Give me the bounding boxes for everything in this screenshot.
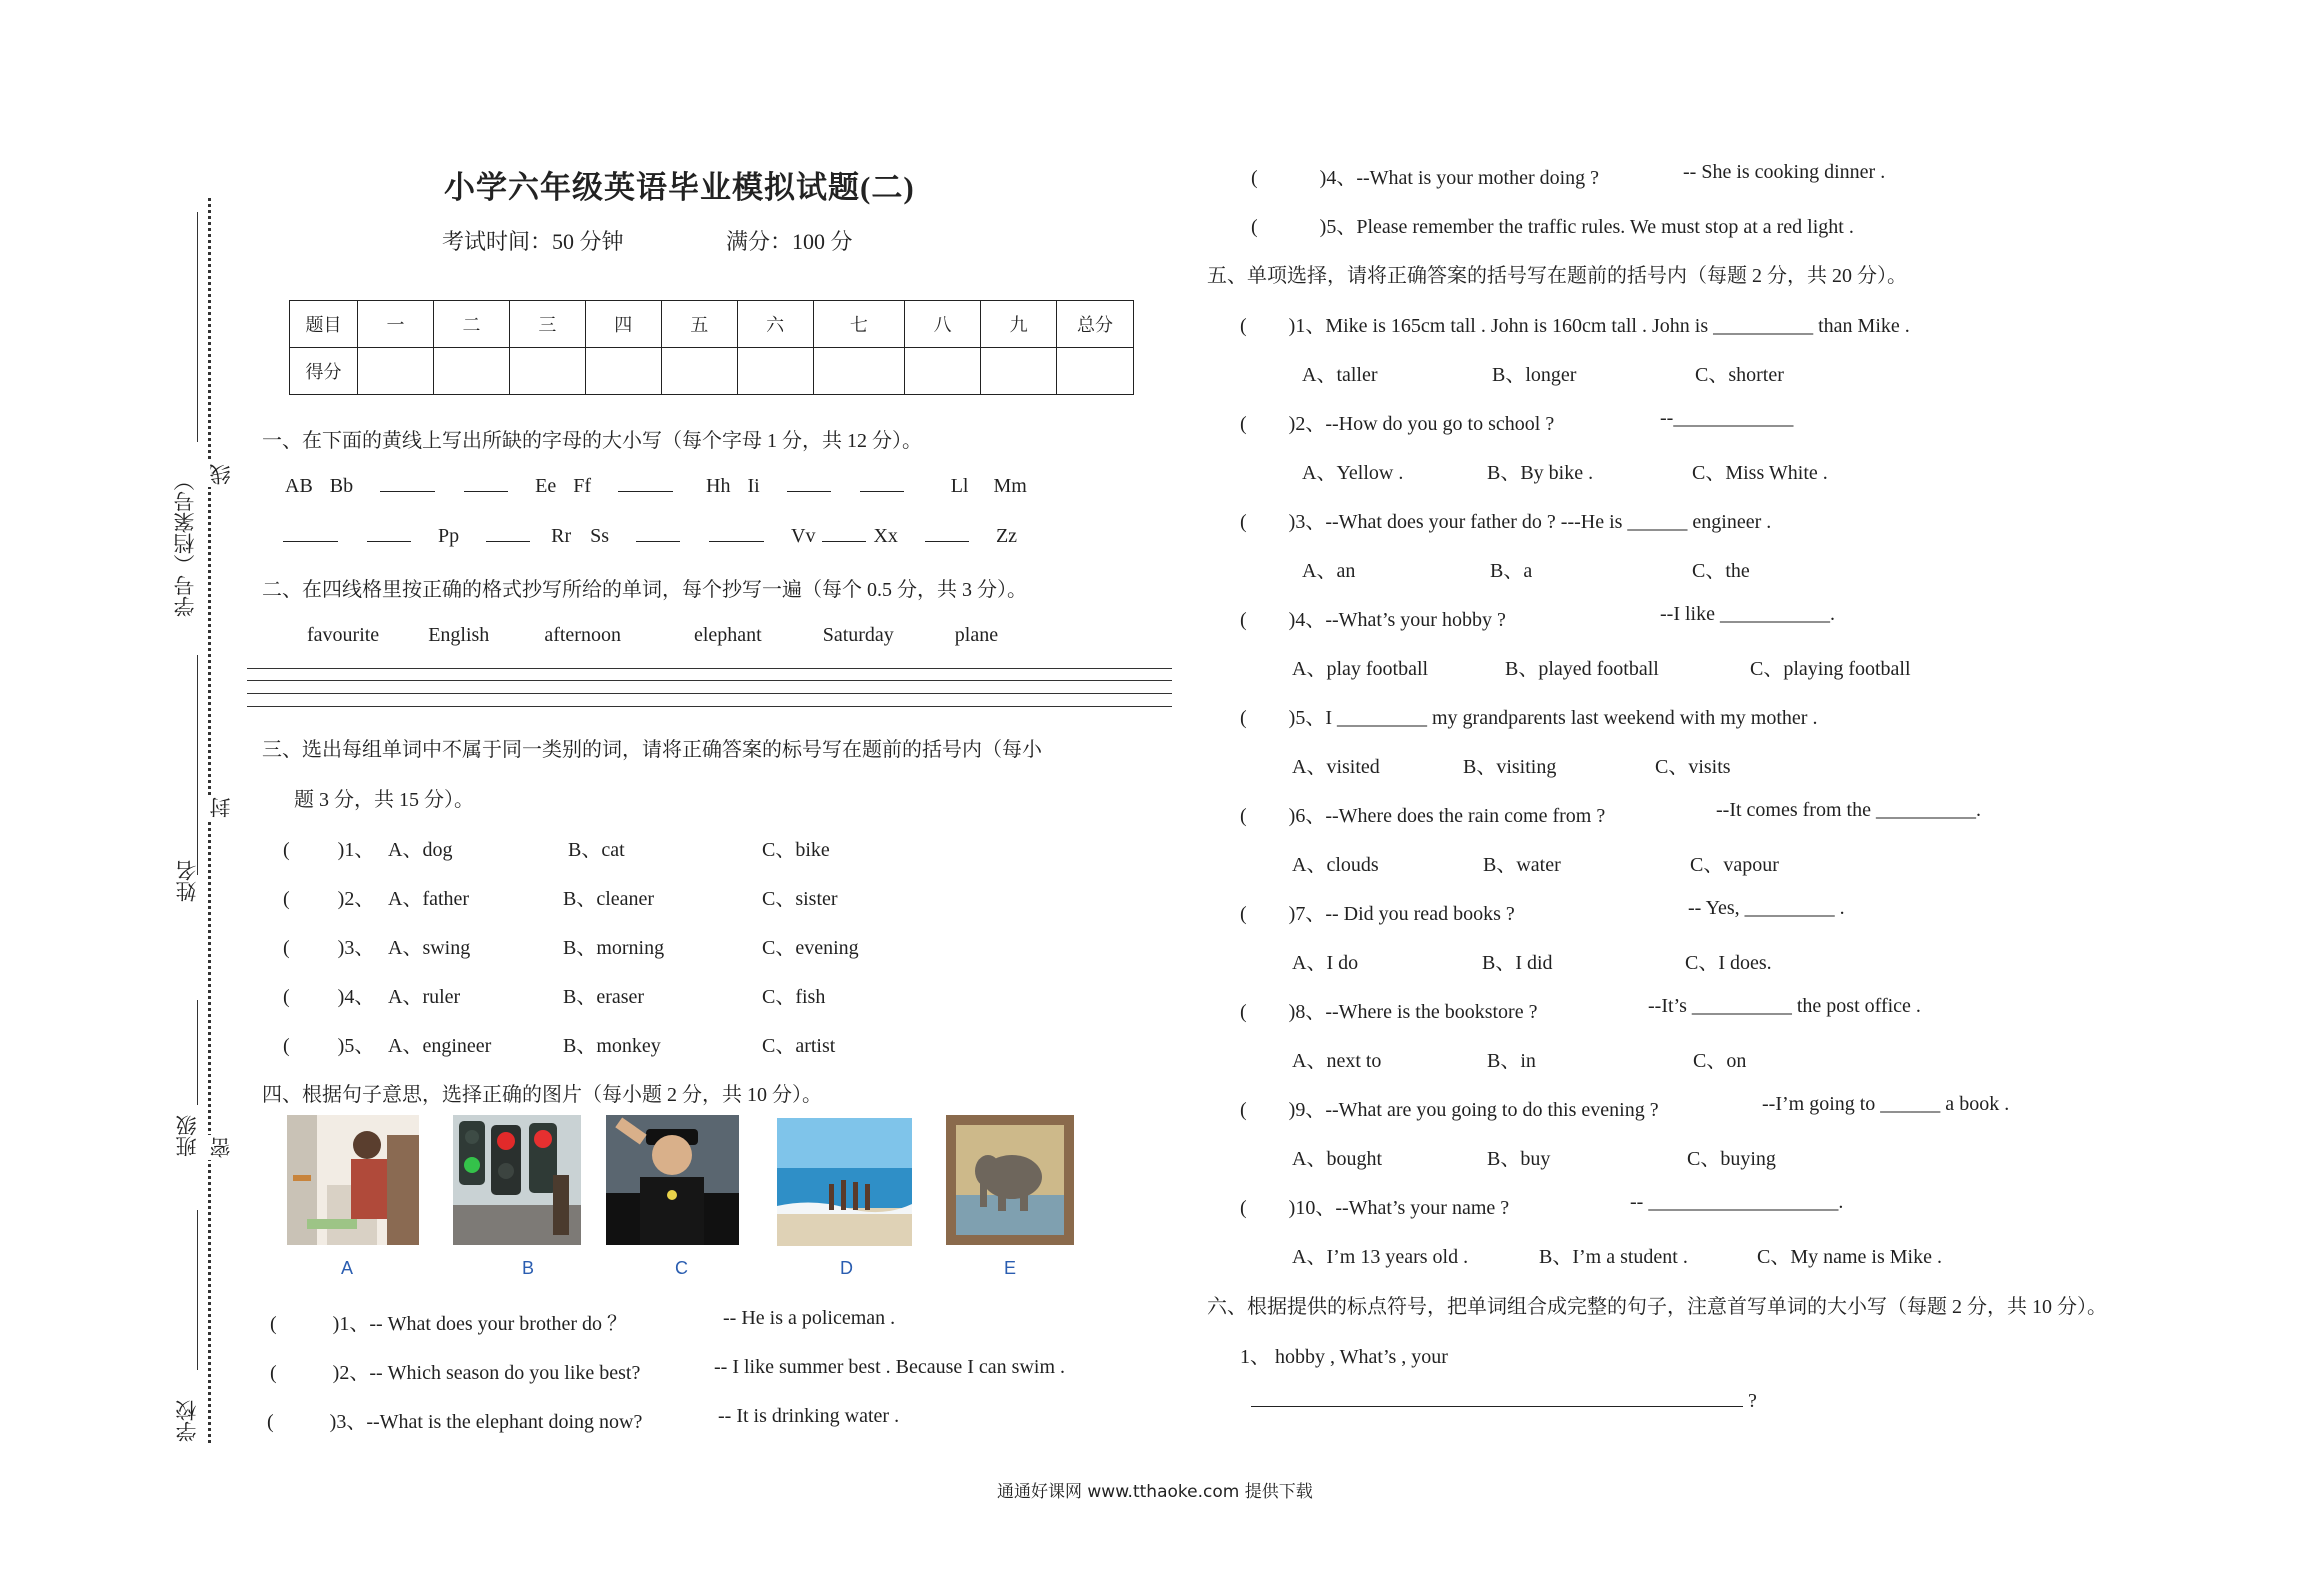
sentence-answer-line [1251,1390,1757,1413]
option-c[interactable]: C、on [1693,1050,1747,1072]
question-text: )8、--Where is the bookstore ? [1288,1001,1538,1023]
letter-pair: Xx [873,525,898,547]
school-line [197,1210,198,1370]
answer-bracket[interactable]: ( [1251,216,1258,238]
letter-pair: Ff [573,475,592,497]
answer-prompt: -- Yes, _________ . [1688,897,1845,919]
option-c: C、bike [762,839,830,861]
option-a[interactable]: A、clouds [1292,854,1379,876]
option-b: B、cleaner [563,888,655,910]
copy-word: plane [954,624,999,646]
list-item [1240,603,1506,632]
answer-text: -- It is drinking water . [718,1405,900,1427]
list-item [267,1405,642,1434]
option-b[interactable]: B、buy [1487,1148,1551,1170]
copy-word: favourite [307,624,380,646]
answer-blank[interactable] [464,491,508,492]
option-b[interactable]: B、water [1483,854,1561,876]
answer-blank[interactable] [380,491,435,492]
policeman-image [606,1115,739,1245]
option-b[interactable]: B、played football [1505,658,1659,680]
option-a[interactable]: A、visited [1292,756,1380,778]
option-b[interactable]: B、longer [1492,364,1577,386]
answer-prompt: --I like ___________. [1660,603,1835,625]
score-input-cell[interactable] [813,348,905,395]
letter-pair: AB [285,475,313,497]
question-text: )1、-- What does your brother do ？ [332,1313,628,1335]
list-item [1240,309,1910,338]
score-input-cell[interactable] [737,348,813,395]
table-cell: 得分 [290,348,358,395]
option-a[interactable]: A、next to [1292,1050,1382,1072]
option-a: A、father [388,888,470,910]
section-3-heading-cont: 题 3 分，共 15 分）。 [294,789,474,811]
question-text: )5、I _________ my grandparents last weekend with my mother . [1288,707,1818,729]
option-b[interactable]: B、in [1487,1050,1536,1072]
answer-bracket[interactable]: ( [267,1411,274,1433]
binding-mark-secret: 密 [206,1135,236,1160]
school-label: 学校 [175,1400,199,1442]
option-a: A、swing [388,937,471,959]
picture-label-c: C [675,1258,688,1278]
answer-text: -- I like summer best . Because I can swim . [714,1356,1066,1378]
section-6-item-1: 1、 hobby , What’s , your [1240,1346,1448,1368]
answer-blank[interactable] [618,491,673,492]
answer-blank[interactable] [367,541,411,542]
table-cell: 三 [509,301,585,348]
table-cell: 六 [737,301,813,348]
option-a: A、engineer [388,1035,492,1057]
section-1-heading: 一、在下面的黄线上写出所缺的字母的大小写（每个字母 1 分，共 12 分）。 [262,430,922,452]
student-id-label: 学号（档案号） [173,470,197,617]
option-c[interactable]: C、playing football [1750,658,1911,680]
section-2-heading: 二、在四线格里按正确的格式抄写所给的单词，每个抄写一遍（每个 0.5 分，共 3 分）。 [262,579,1027,601]
option-c[interactable]: C、Miss White . [1692,462,1828,484]
option-c: C、artist [762,1035,836,1057]
table-cell: 一 [358,301,434,348]
picture-c[interactable] [606,1115,739,1245]
option-c[interactable]: C、shorter [1695,364,1784,386]
answer-bracket[interactable]: ( [1240,511,1247,533]
option-c[interactable]: C、visits [1655,756,1731,778]
list-item [283,931,374,960]
list-item [1240,1093,1659,1122]
answer-prompt: --I’m going to ______ a book . [1762,1093,2010,1115]
answer-blank[interactable] [860,491,904,492]
list-item [1251,210,1854,239]
list-item [1240,701,1817,730]
option-a[interactable]: A、I’m 13 years old . [1292,1246,1469,1268]
list-item [1240,897,1515,926]
score-input-cell[interactable] [905,348,981,395]
question-text: )3、--What is the elephant doing now? [329,1411,643,1433]
option-b[interactable]: B、I did [1482,952,1553,974]
answer-bracket[interactable]: ( [283,1035,290,1057]
score-input-cell[interactable] [981,348,1057,395]
name-label: 姓名 [175,860,199,902]
letter-pair: Mm [993,475,1027,497]
answer-bracket[interactable]: ( [1240,609,1247,631]
question-text: )1、Mike is 165cm tall . John is 160cm tall . John is __________ than Mike . [1288,315,1910,337]
score-input-cell[interactable] [585,348,661,395]
letter-pair: Ii [747,475,760,497]
letter-pair: Ll [950,475,969,497]
table-cell: 总分 [1057,301,1134,348]
letter-pair: Ss [590,525,610,547]
answer-prompt: --____________ [1660,407,1794,429]
section-6-heading: 六、根据提供的标点符号，把单词组合成完整的句子，注意首写单词的大小写（每题 2 分，共 10 分）。 [1207,1296,2107,1318]
item-number: )3、 [337,937,375,959]
picture-e[interactable] [946,1115,1074,1245]
option-a[interactable]: A、an [1302,560,1356,582]
table-cell: 八 [905,301,981,348]
letter-pair: Vv [791,525,816,547]
table-cell: 二 [433,301,509,348]
letters-row-2 [283,525,1017,548]
table-cell: 九 [981,301,1057,348]
picture-b[interactable] [453,1115,581,1245]
list-item [1240,407,1554,436]
binding-dotted-line [208,198,211,1443]
class-line [197,1000,198,1105]
table-cell: 七 [813,301,905,348]
option-b: B、cat [568,839,625,861]
letter-pair: Hh [706,475,731,497]
question-text: )6、--Where does the rain come from ? [1288,805,1606,827]
answer-blank[interactable] [709,541,764,542]
option-a[interactable]: A、bought [1292,1148,1382,1170]
question-mark: ? [1748,1390,1757,1412]
option-a: A、dog [388,839,453,861]
question-text: )10、--What’s your name ? [1288,1197,1510,1219]
question-text: )3、--What does your father do ? ---He is ______ engineer . [1288,511,1772,533]
answer-bracket[interactable]: ( [1240,903,1247,925]
beach-swimming-image [777,1118,912,1246]
exam-full-score: 满分：100 分 [726,229,853,254]
answer-blank[interactable] [486,541,530,542]
letter-pair: Rr [551,525,572,547]
question-text: )5、Please remember the traffic rules. We must stop at a red light . [1319,216,1854,238]
letter-pair: Bb [329,475,354,497]
copy-word: English [428,624,490,646]
list-item [283,1029,374,1058]
answer-bracket[interactable]: ( [270,1362,277,1384]
letters-row-1 [285,475,1027,498]
question-text: )9、--What are you going to do this evening ? [1288,1099,1659,1121]
grid-line [247,680,1172,681]
option-c[interactable]: C、I does. [1685,952,1772,974]
letter-pair: Zz [995,525,1018,547]
letter-pair: Ee [535,475,557,497]
score-table-header-row [290,301,1134,348]
table-cell: 题目 [290,301,358,348]
option-c[interactable]: C、buying [1687,1148,1776,1170]
score-table [289,300,1134,395]
list-item [270,1307,627,1336]
copy-words-row [307,624,998,647]
grid-line [247,706,1172,707]
traffic-light-image [453,1115,581,1245]
question-text: )4、--What is your mother doing ? [1319,167,1600,189]
score-input-cell[interactable] [661,348,737,395]
picture-d[interactable] [777,1118,912,1246]
answer-bracket[interactable]: ( [283,986,290,1008]
answer-blank[interactable] [925,541,969,542]
score-input-cell[interactable] [509,348,585,395]
list-item [1251,161,1599,190]
option-b: B、eraser [563,986,645,1008]
item-number: )2、 [337,888,375,910]
score-input-cell[interactable] [1057,348,1134,395]
answer-blank[interactable] [1251,1406,1743,1407]
copy-word: Saturday [822,624,894,646]
option-b: B、morning [563,937,665,959]
option-a[interactable]: A、taller [1302,364,1378,386]
option-a[interactable]: A、I do [1292,952,1359,974]
option-c: C、evening [762,937,859,959]
copy-word: afternoon [544,624,621,646]
picture-label-d: D [840,1258,853,1278]
answer-blank[interactable] [636,541,680,542]
answer-bracket[interactable]: ( [1240,707,1247,729]
question-text: )4、--What’s your hobby ? [1288,609,1506,631]
score-table-score-row [290,348,1134,395]
question-text: )2、-- Which season do you like best? [332,1362,641,1384]
score-input-cell[interactable] [433,348,509,395]
answer-blank[interactable] [787,491,831,492]
exam-time: 考试时间：50 分钟 [442,229,624,254]
list-item [283,980,374,1009]
section-3-heading: 三、选出每组单词中不属于同一类别的词，请将正确答案的标号写在题前的括号内（每小 [262,739,1042,761]
answer-prompt: -- ___________________. [1630,1191,1844,1213]
score-input-cell[interactable] [358,348,434,395]
answer-bracket[interactable]: ( [270,1313,277,1335]
answer-bracket[interactable]: ( [1240,805,1247,827]
list-item [270,1356,640,1385]
list-item [1240,505,1771,534]
option-b[interactable]: B、a [1490,560,1533,582]
answer-bracket[interactable]: ( [283,839,290,861]
letter-pair: Pp [438,525,460,547]
option-c[interactable]: C、vapour [1690,854,1779,876]
item-number: )4、 [337,986,375,1008]
picture-label-a: A [341,1258,354,1278]
elephant-image [946,1115,1074,1245]
answer-text: -- He is a policeman . [723,1307,896,1329]
student-id-line [197,212,198,442]
option-b: B、monkey [563,1035,661,1057]
kitchen-cooking-image [287,1115,419,1245]
item-number: )1、 [337,839,375,861]
option-c: C、sister [762,888,838,910]
answer-bracket[interactable]: ( [1240,413,1247,435]
copy-word: elephant [693,624,762,646]
page-footer: 通通好课网 www.tthaoke.com 提供下载 [997,1482,1313,1502]
option-c[interactable]: C、the [1692,560,1750,582]
binding-mark-seal: 封 [206,795,236,820]
grid-line [247,668,1172,669]
question-text: )7、-- Did you read books ? [1288,903,1515,925]
option-c: C、fish [762,986,826,1008]
answer-bracket[interactable]: ( [1240,1197,1247,1219]
option-b[interactable]: B、I’m a student . [1539,1246,1688,1268]
option-b[interactable]: B、By bike . [1487,462,1594,484]
picture-label-e: E [1004,1258,1017,1278]
answer-blank[interactable] [822,541,866,542]
class-label: 班级 [175,1115,199,1157]
answer-bracket[interactable]: ( [1240,1099,1247,1121]
answer-blank[interactable] [283,541,338,542]
binding-mark-line: 线 [206,462,236,487]
list-item [283,833,374,862]
table-cell: 四 [585,301,661,348]
option-a: A、ruler [388,986,461,1008]
option-b[interactable]: B、visiting [1463,756,1557,778]
picture-a[interactable] [287,1115,419,1245]
list-item [1240,995,1537,1024]
answer-bracket[interactable]: ( [1251,167,1258,189]
answer-prompt: --It comes from the __________. [1716,799,1981,821]
picture-label-b: B [522,1258,535,1278]
section-5-heading: 五、单项选择，请将正确答案的括号写在题前的括号内（每题 2 分，共 20 分）。 [1207,265,1907,287]
option-c[interactable]: C、My name is Mike . [1757,1246,1942,1268]
answer-bracket[interactable]: ( [1240,1001,1247,1023]
answer-bracket[interactable]: ( [283,937,290,959]
list-item [283,882,374,911]
answer-prompt: --It’s __________ the post office . [1648,995,1921,1017]
option-a[interactable]: A、Yellow . [1302,462,1404,484]
option-a[interactable]: A、play football [1292,658,1429,680]
section-4-heading: 四、根据句子意思，选择正确的图片（每小题 2 分，共 10 分）。 [262,1084,822,1106]
question-text: )2、--How do you go to school ? [1288,413,1555,435]
item-number: )5、 [337,1035,375,1057]
table-cell: 五 [661,301,737,348]
exam-title: 小学六年级英语毕业模拟试题(二) [444,170,915,205]
answer-text: -- She is cooking dinner . [1683,161,1886,183]
answer-bracket[interactable]: ( [283,888,290,910]
name-line [197,655,198,875]
list-item [1240,799,1605,828]
list-item [1240,1191,1509,1220]
grid-line [247,693,1172,694]
answer-bracket[interactable]: ( [1240,315,1247,337]
